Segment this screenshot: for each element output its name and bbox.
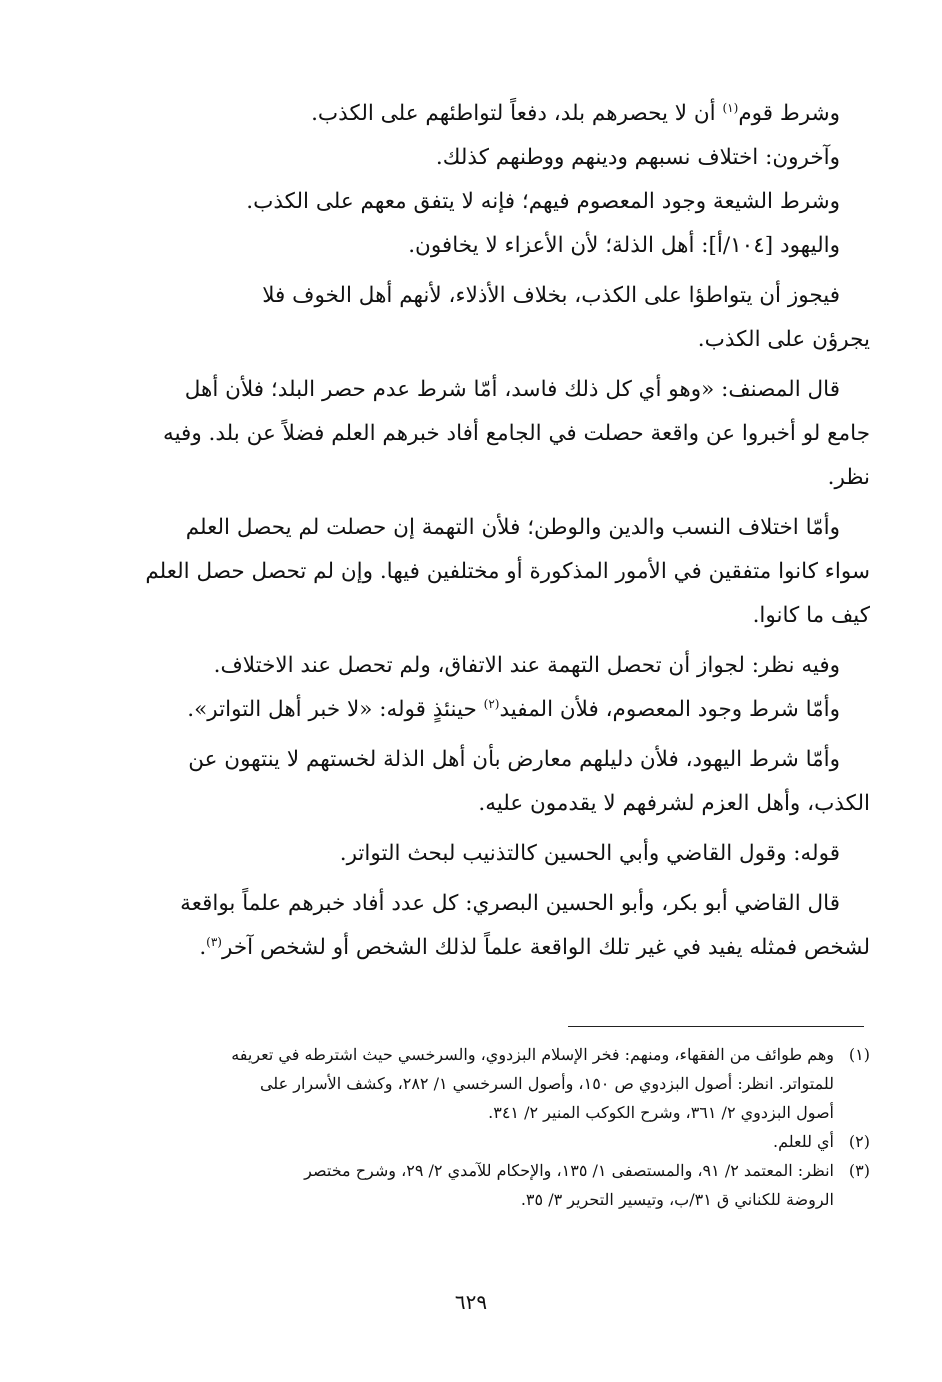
text-line: وأمّا شرط اليهود، فلأن دليلهم معارض بأن أهل الذلة لخستهم لا ينتهون عن — [188, 747, 840, 772]
text-line: قال المصنف: «وهو أي كل ذلك فاسد، أمّا شرط عدم حصر البلد؛ فلأن أهل — [184, 377, 840, 402]
main-text — [80, 92, 870, 970]
text-line: أصول البزدوي ٢/ ٣٦١، وشرح الكوكب المنير ٢/ ٣٤١. — [488, 1103, 834, 1122]
text-segment: حينئذٍ قوله: «لا خبر أهل التواتر». — [187, 697, 484, 722]
text-line: قوله: وقول القاضي وأبي الحسين كالتذنيب لبحث التواتر. — [339, 841, 840, 866]
paragraph-6 — [80, 738, 870, 826]
footnote-ref-2[interactable]: (٢) — [483, 696, 500, 711]
text-line: واليهود [١٠٤/أ]: أهل الذلة؛ لأن الأعزاء لا يخافون. — [408, 233, 840, 258]
footnote-separator — [568, 1026, 864, 1027]
paragraph-7 — [80, 832, 870, 876]
footnote-1 — [80, 1040, 870, 1127]
text-segment: أن لا يحصرهم بلد، دفعاً لتواطئهم على الكذب. — [311, 101, 723, 126]
text-line: وهم طوائف من الفقهاء، ومنهم: فخر الإسلام البزدوي، والسرخسي حيث اشترطه في تعريفه — [231, 1045, 834, 1064]
footnote-number: (٣) — [848, 1161, 870, 1180]
text-line: نظر. — [827, 465, 870, 490]
paragraph-3 — [80, 368, 870, 500]
text-segment: وأمّا شرط وجود المعصوم، فلأن المفيد — [499, 697, 840, 722]
text-line: وآخرون: اختلاف نسبهم ودينهم ووطنهم كذلك. — [435, 145, 840, 170]
text-line: للمتواتر. انظر: أصول البزدوي ص ١٥٠، وأصول السرخسي ١/ ٢٨٢، وكشف الأسرار على — [259, 1074, 834, 1093]
text-line: الروضة للكناني ق ٣١/ب، وتيسير التحرير ٣/ ٣٥. — [520, 1190, 834, 1209]
text-line: أي للعلم. — [773, 1132, 834, 1151]
text-line — [80, 688, 870, 732]
paragraph-1 — [80, 92, 870, 268]
footnote-number: (٢) — [848, 1132, 870, 1151]
footnote-number: (١) — [848, 1045, 870, 1064]
footnotes — [80, 1040, 870, 1214]
text-line: الكذب، وأهل العزم لشرفهم لا يقدمون عليه. — [478, 791, 870, 816]
text-line: قال القاضي أبو بكر، وأبو الحسين البصري: كل عدد أفاد خبرهم علماً بواقعة — [180, 891, 840, 916]
text-line: انظر: المعتمد ٢/ ٩١، والمستصفى ١/ ١٣٥، والإحكام للآمدي ٢/ ٢٩، وشرح مختصر — [304, 1161, 834, 1180]
footnote-text — [80, 1156, 834, 1214]
paragraph-8 — [80, 882, 870, 970]
text-line: يجرؤن على الكذب. — [697, 327, 870, 352]
footnote-text — [80, 1127, 834, 1156]
text-segment: لشخص فمثله يفيد في غير تلك الواقعة علماً لذلك الشخص أو لشخص آخر — [221, 935, 870, 960]
footnote-3 — [80, 1156, 870, 1214]
paragraph-4 — [80, 506, 870, 638]
paragraph-2 — [80, 274, 870, 362]
footnote-2 — [80, 1127, 870, 1156]
text-line: جامع لو أخبروا عن واقعة حصلت في الجامع أفاد خبرهم العلم فضلاً عن بلد. وفيه — [163, 421, 870, 446]
text-line: كيف ما كانوا. — [752, 603, 870, 628]
text-line — [80, 92, 870, 136]
footnote-ref-3[interactable]: (٣) — [206, 934, 222, 949]
text-line: وأمّا اختلاف النسب والدين والوطن؛ فلأن التهمة إن حصلت لم يحصل العلم — [185, 515, 840, 540]
paragraph-5 — [80, 644, 870, 732]
text-line: وفيه نظر: لجواز أن تحصل التهمة عند الاتفاق، ولم تحصل عند الاختلاف. — [213, 653, 840, 678]
page-number: ٦٢٩ — [454, 1290, 488, 1314]
footnote-ref-1[interactable]: (١) — [722, 100, 739, 115]
text-segment: . — [199, 935, 207, 960]
text-line — [80, 926, 870, 970]
footnote-text — [80, 1040, 834, 1127]
text-segment: وشرط قوم — [738, 101, 840, 126]
text-line: فيجوز أن يتواطؤا على الكذب، بخلاف الأذلاء، لأنهم أهل الخوف فلا — [262, 283, 840, 308]
text-line: سواء كانوا متفقين في الأمور المذكورة أو مختلفين فيها. وإن لم تحصل حصل العلم — [145, 559, 870, 584]
text-line: وشرط الشيعة وجود المعصوم فيهم؛ فإنه لا يتفق معهم على الكذب. — [246, 189, 840, 214]
